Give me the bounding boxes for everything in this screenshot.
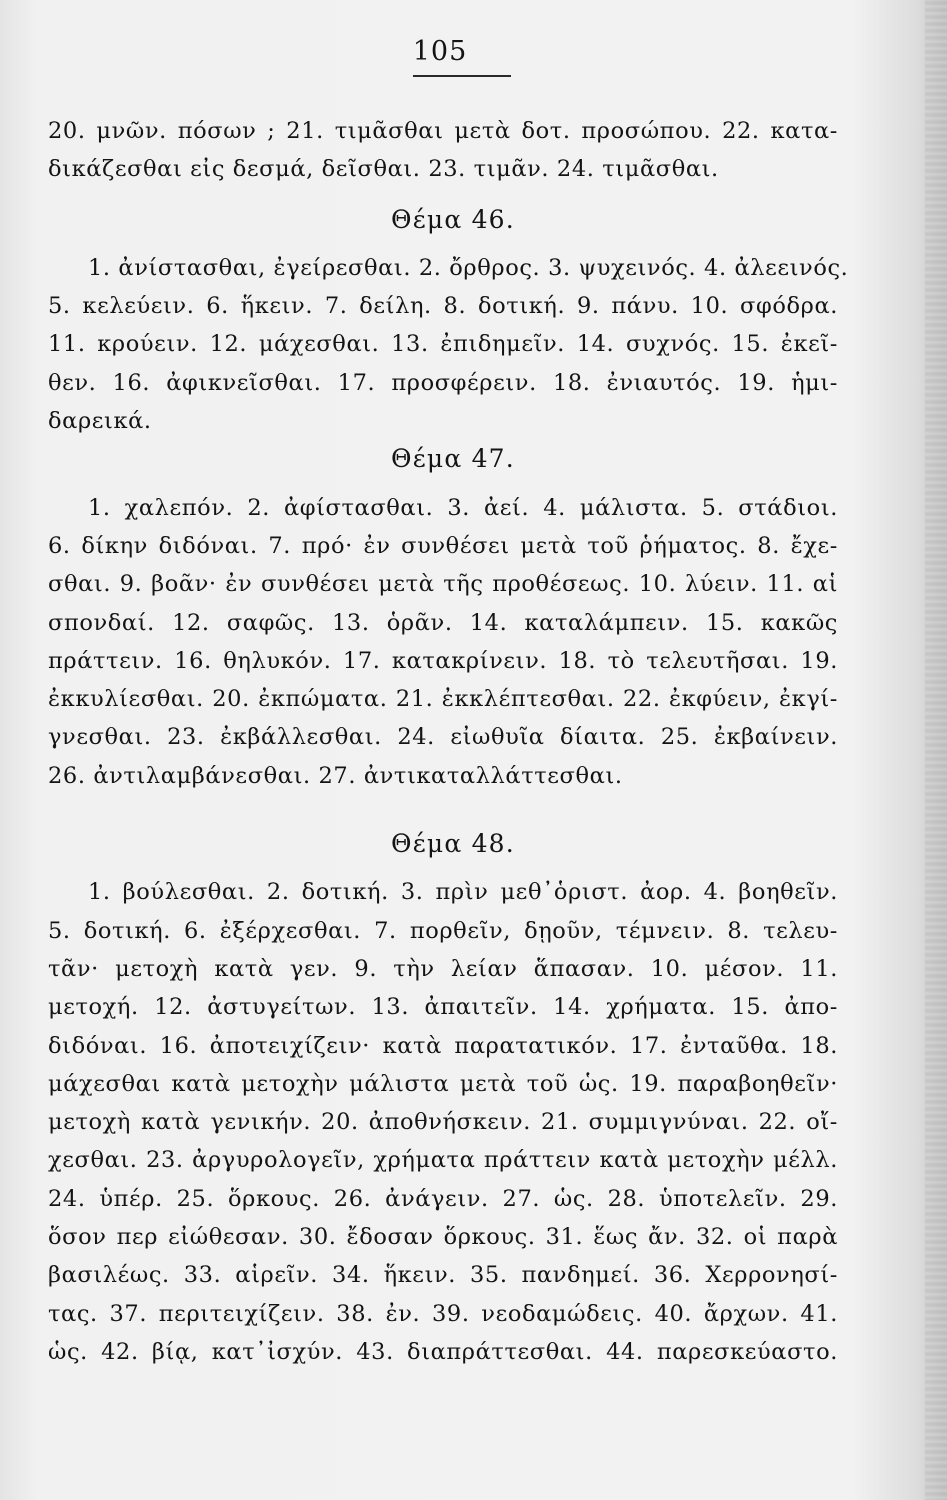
text-line: σπονδαί. 12. σαφῶς. 13. ὁρᾶν. 14. καταλάμπειν. 15. κακῶς [48,609,838,636]
text-line: 26. ἀντιλαμβάνεσθαι. 27. ἀντικαταλλάττεσθαι. [48,762,623,789]
text-line: βασιλέως. 33. αἱρεῖν. 34. ἥκειν. 35. πανδημεί. 36. Χερρονησί- [48,1262,838,1289]
text-line: μετοχὴ κατὰ γενικήν. 20. ἀποθνήσκειν. 21. συμμιγνύναι. 22. οἴ- [48,1109,838,1136]
text-line: 1. βούλεσθαι. 2. δοτική. 3. πρὶν μεθ᾽ὁριστ. ἀορ. 4. βοηθεῖν. [88,879,838,906]
text-line: 1. χαλεπόν. 2. ἀφίστασθαι. 3. ἀεί. 4. μάλιστα. 5. στάδιοι. [88,494,838,521]
text-line: μετοχή. 12. ἀστυγείτων. 13. ἀπαιτεῖν. 14. χρήματα. 15. ἀπο- [48,994,838,1021]
section-48 [48,825,838,1371]
text-line: ἐκκυλίεσθαι. 20. ἐκπώματα. 21. ἐκκλέπτεσθαι. 22. ἐκφύειν, ἐκγί- [48,686,838,713]
text-line: 5. δοτική. 6. ἐξέρχεσθαι. 7. πορθεῖν, δῃοῦν, τέμνειν. 8. τελευ- [48,917,838,944]
section-heading: Θέμα 46. [391,204,515,234]
text-line: 1. ἀνίστασθαι, ἐγείρεσθαι. 2. ὄρθρος. 3. ψυχεινός. 4. ἀλεεινός. [88,254,849,281]
section-46 [48,201,849,441]
text-line: διδόναι. 16. ἀποτειχίζειν· κατὰ παρατατικόν. 17. ἐνταῦθα. 18. [48,1032,838,1059]
page-number: 105 [412,36,468,67]
text-line: θεν. 16. ἀφικνεῖσθαι. 17. προσφέρειν. 18. ἐνιαυτός. 19. ἡμι- [48,369,838,396]
text-body [48,112,849,1371]
text-line: τας. 37. περιτειχίζειν. 38. ἐν. 39. νεοδαμώδεις. 40. ἄρχων. 41. [48,1300,838,1327]
text-line: γνεσθαι. 23. ἐκβάλλεσθαι. 24. εἰωθυῖα δίαιτα. 25. ἐκβαίνειν. [48,724,838,751]
section-heading: Θέμα 48. [391,829,515,859]
intro-block [48,112,838,189]
text-line: δαρεικά. [48,408,152,435]
text-line: ὅσον περ εἰώθεσαν. 30. ἔδοσαν ὅρκους. 31. ἕως ἄν. 32. οἱ παρὰ [48,1224,838,1251]
text-line: τᾶν· μετοχὴ κατὰ γεν. 9. τὴν λείαν ἅπασαν. 10. μέσον. 11. [48,955,838,982]
page-edge-shadow [925,0,947,1500]
text-line: ὡς. 42. βίᾳ, κατ᾽ἰσχύν. 43. διαπράττεσθαι. 44. παρεσκεύαστο. [48,1338,838,1365]
section-heading: Θέμα 47. [391,444,515,474]
text-line: χεσθαι. 23. ἀργυρολογεῖν, χρήματα πράττειν κατὰ μετοχὴν μέλλ. [48,1147,838,1174]
text-line: 5. κελεύειν. 6. ἥκειν. 7. δείλη. 8. δοτική. 9. πάνυ. 10. σφόδρα. [48,293,838,320]
text-line: δικάζεσθαι εἰς δεσμά, δεῖσθαι. 23. τιμᾶν. 24. τιμᾶσθαι. [48,156,719,183]
page-number-rule [413,75,511,77]
text-line: 24. ὑπέρ. 25. ὅρκους. 26. ἀνάγειν. 27. ὡς. 28. ὑποτελεῖν. 29. [48,1185,838,1212]
text-line: μάχεσθαι κατὰ μετοχὴν μάλιστα μετὰ τοῦ ὡς. 19. παραβοηθεῖν· [48,1070,838,1097]
text-line: 6. δίκην διδόναι. 7. πρό· ἐν συνθέσει μετὰ τοῦ ῥήματος. 8. ἔχε- [48,532,838,559]
text-line: πράττειν. 16. θηλυκόν. 17. κατακρίνειν. 18. τὸ τελευτῆσαι. 19. [48,647,838,674]
text-line: σθαι. 9. βοᾶν· ἐν συνθέσει μετὰ τῆς προθέσεως. 10. λύειν. 11. αἱ [48,571,838,598]
text-line: 20. μνῶν. πόσων ; 21. τιμᾶσθαι μετὰ δοτ. προσώπου. 22. κατα- [48,118,838,144]
section-47 [48,440,838,795]
text-line: 11. κρούειν. 12. μάχεσθαι. 13. ἐπιδημεῖν. 14. συχνός. 15. ἐκεῖ- [48,331,838,358]
